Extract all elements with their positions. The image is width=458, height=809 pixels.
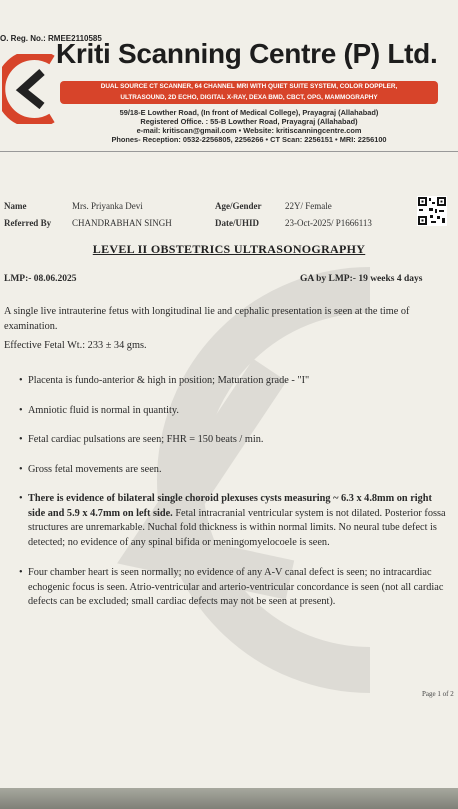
age-gender-label: Age/Gender: [215, 201, 262, 211]
referred-by: CHANDRABHAN SINGH: [72, 218, 172, 228]
qr-code-icon: [417, 196, 447, 226]
finding-cardiac-pulsations: • Fetal cardiac pulsations are seen; FHR = 150 beats / min.: [4, 433, 450, 448]
fetal-weight: Effective Fetal Wt.: 233 ± 34 gms.: [4, 340, 147, 351]
bullet-icon: •: [19, 493, 23, 504]
findings-list: [4, 374, 450, 625]
background-surface: [0, 788, 458, 809]
date-uhid: 23-Oct-2025/ P1666113: [285, 218, 372, 228]
intro-paragraph: A single live intrauterine fetus with longitudinal lie and cephalic presentation is seen at the time of examination.: [4, 306, 410, 332]
referred-label: Referred By: [4, 218, 52, 228]
services-line-2: ULTRASOUND, 2D ECHO, DIGITAL X-RAY, DEXA BMD, CBCT, OPG, MAMMOGRAPHY: [120, 94, 378, 101]
bullet-icon: •: [19, 375, 23, 386]
bullet-icon: •: [19, 404, 23, 416]
age-gender: 22Y/ Female: [285, 201, 332, 211]
date-uhid-label: Date/UHID: [215, 218, 259, 228]
services-banner: [60, 81, 438, 104]
patient-name: Mrs. Priyanka Devi: [72, 201, 143, 211]
gestational-age: GA by LMP:- 19 weeks 4 days: [300, 274, 423, 284]
finding-fetal-movements: • Gross fetal movements are seen.: [4, 463, 450, 478]
finding-amniotic-fluid: • Amniotic fluid is normal in quantity.: [4, 404, 450, 419]
finding-heart: • Four chamber heart is seen normally; no evidence of any A-V canal defect is seen; no intracardiac echogenic focus is seen. Atrio-ventricular and arterio-ventricular concordance is seen (not all cardiac defects can be excluded; small cardiac defects may not be seen at present).: [19, 567, 444, 607]
page-number: Page 1 of 2: [422, 690, 454, 698]
phones-line: Phones- Reception: 0532-2256805, 2256266 • CT Scan: 2256151 • MRI: 2256100: [111, 135, 387, 144]
address-block: [60, 108, 438, 144]
services-line-1: DUAL SOURCE CT SCANNER, 64 CHANNEL MRI WITH QUIET SUITE SYSTEM, COLOR DOPPLER,: [100, 83, 398, 90]
name-label: Name: [4, 201, 27, 211]
centre-title: Kriti Scanning Centre (P) Ltd.: [56, 38, 438, 69]
report-title: LEVEL II OBSTETRICS ULTRASONOGRAPHY: [92, 242, 366, 256]
kriti-logo-icon: [2, 54, 58, 124]
address-line-1: 59/18-E Lowther Road, (In front of Medical College), Prayagraj (Allahabad): [119, 108, 379, 117]
bullet-icon: •: [19, 567, 23, 578]
address-line-2: Registered Office. : 55-B Lowther Road, Prayagraj (Allahabad): [140, 117, 358, 126]
bullet-icon: •: [19, 463, 23, 475]
email-website-line: e-mail: kritiscan@gmail.com • Website: kritiscanningcentre.com: [136, 126, 362, 135]
bullet-icon: •: [19, 434, 23, 445]
header-divider: [0, 151, 458, 152]
finding-choroid-plexus: • There is evidence of bilateral single choroid plexuses cysts measuring ~ 6.3 x 4.8mm on right side and 5.9 x 4.7mm on left side. Fetal intracranial ventricular system is not dilated. Posterior fossa structures are unremarkable. Nuchal fold thickness is within normal limits. No neural tube defect is detected; no evidence of any spinal bifida or meningomyelocoele is seen.: [19, 493, 446, 548]
registration-number: O. Reg. No.: RMEE2110585: [0, 34, 102, 43]
lmp-date: LMP:- 08.06.2025: [4, 274, 77, 284]
finding-placenta: • Placenta is fundo-anterior & high in position; Maturation grade - "I": [4, 374, 450, 389]
